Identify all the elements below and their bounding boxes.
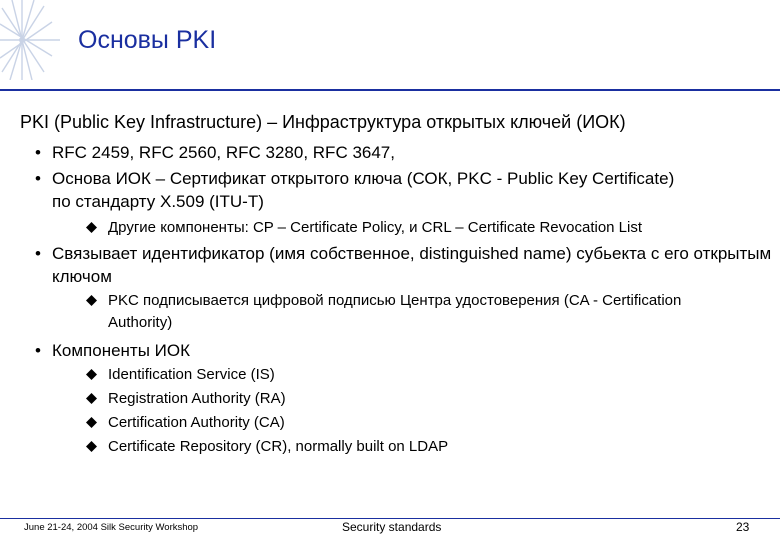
subbullet-ra xyxy=(108,388,286,410)
bullet-pki-basis xyxy=(35,167,692,213)
diamond-bullet-icon xyxy=(86,369,97,380)
bullet-text: RFC 2459, RFC 2560, RFC 3280, RFC 3647, xyxy=(52,143,395,162)
bullet-text: Certification Authority (CA) xyxy=(108,414,285,431)
bullet-text: Certificate Repository (CR), normally built on LDAP xyxy=(108,438,449,455)
bullet-pki-components xyxy=(35,339,652,362)
footer-event: June 21-24, 2004 Silk Security Workshop xyxy=(24,522,199,533)
title-divider xyxy=(0,89,780,91)
intro-line: PKI (Public Key Infrastructure) – Инфраструктура открытых ключей (ИОК) xyxy=(20,112,626,132)
diamond-bullet-icon xyxy=(86,417,97,428)
subbullet-other-components xyxy=(108,217,768,239)
dot-bullet-icon: • xyxy=(35,244,41,263)
bullet-text: Identification Service (IS) xyxy=(108,366,275,383)
dot-bullet-icon: • xyxy=(35,341,41,360)
bullet-text: Связывает идентификатор (имя собственное, distinguished name) субьекта с его открытым ключом xyxy=(52,244,772,286)
bullet-text: Registration Authority (RA) xyxy=(108,390,286,407)
slide-title: Основы PKI xyxy=(78,26,217,54)
footer-divider xyxy=(0,518,780,519)
subbullet-ca xyxy=(108,412,285,434)
bullet-text: Другие компоненты: CP – Certificate Policy, и CRL – Certificate Revocation List xyxy=(108,219,643,236)
diamond-bullet-icon xyxy=(86,295,97,306)
dot-bullet-icon: • xyxy=(35,143,41,162)
dot-bullet-icon: • xyxy=(35,169,41,188)
subbullet-pkc-signed xyxy=(108,290,708,334)
subbullet-cr xyxy=(108,436,448,458)
bullet-text: Компоненты ИОК xyxy=(52,341,191,360)
diamond-bullet-icon xyxy=(86,393,97,404)
bullet-binds-identifier xyxy=(35,242,772,288)
starburst-logo-icon xyxy=(0,0,62,80)
subbullet-is xyxy=(108,364,275,386)
diamond-bullet-icon xyxy=(86,441,97,452)
bullet-rfc xyxy=(35,141,752,164)
footer-topic: Security standards xyxy=(342,520,442,534)
bullet-text: Основа ИОК – Сертификат открытого ключа (СОК, PKC - Public Key Certificate) по стандарту X.509 (ITU-T) xyxy=(52,169,675,211)
diamond-bullet-icon xyxy=(86,222,97,233)
bullet-text: PKC подписывается цифровой подписью Центра удостоверения (CA - Certification Authority) xyxy=(108,292,682,331)
page-number: 23 xyxy=(736,520,750,534)
